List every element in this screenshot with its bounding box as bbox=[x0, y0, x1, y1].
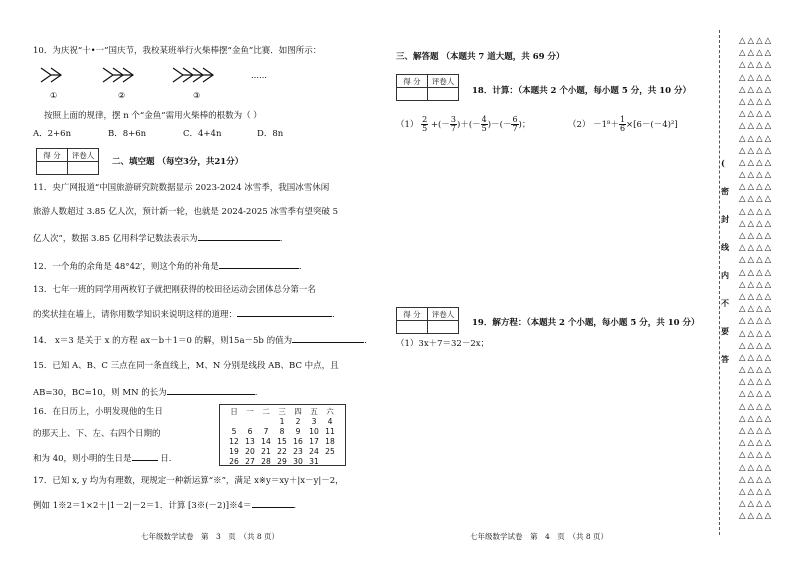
section3-title: 三、解答题 （本题共 7 道大题，共 69 分） bbox=[396, 52, 565, 62]
score-label: 得 分 bbox=[397, 308, 428, 321]
triangle-row: △△△△ bbox=[739, 133, 774, 144]
triangle-row: △△△△ bbox=[739, 413, 774, 424]
cal-cell: 2 bbox=[295, 417, 301, 426]
triangle-row: △△△△ bbox=[739, 401, 774, 412]
cal-cell: 28 bbox=[261, 457, 271, 466]
triangle-row: △△△△ bbox=[739, 255, 774, 266]
q16-line3 bbox=[33, 451, 171, 465]
q16-line2: 的那天上、下、左、右四个日期的 bbox=[33, 429, 161, 439]
cal-cell: 22 bbox=[277, 447, 287, 456]
q19-part1: （1）3x＋7＝32－2x； bbox=[396, 339, 490, 349]
q13-line1: 13．七年一班的同学用两枚钉子就把刚获得的校田径运动会团体总分第一名 bbox=[33, 285, 316, 295]
q10-option-a: A．2+6n bbox=[33, 129, 72, 139]
cal-cell bbox=[226, 417, 242, 427]
triangle-row: △△△△ bbox=[739, 182, 774, 193]
q10-stem: 10．为庆祝“十•一”国庆节，我校某班举行火柴棒摆“金鱼”比赛．如图所示： bbox=[33, 46, 322, 56]
score-label: 得 分 bbox=[37, 149, 68, 162]
cal-cell: 24 bbox=[309, 447, 319, 456]
grader-cell[interactable] bbox=[428, 88, 459, 101]
q11-answer-blank[interactable] bbox=[198, 231, 280, 241]
cal-cell: 23 bbox=[293, 447, 303, 456]
triangle-row: △△△△ bbox=[739, 72, 774, 83]
cal-cell: 10 bbox=[309, 427, 319, 436]
q11-line1: 11．央广网报道“中国旅游研究院数据显示 2023-2024 冰雪季，我国冰雪休闲 bbox=[33, 183, 330, 193]
q15-line1: 15．已知 A、B、C 三点在同一条直线上，M、N 分别是线段 AB、BC 中点，且 bbox=[33, 361, 339, 371]
calendar bbox=[219, 404, 346, 466]
triangle-row: △△△△ bbox=[739, 450, 774, 461]
triangle-row: △△△△ bbox=[739, 194, 774, 205]
figure-dots: …… bbox=[251, 71, 267, 80]
grader-label: 评卷人 bbox=[68, 149, 99, 162]
triangle-row: △△△△ bbox=[739, 279, 774, 290]
q17-line2: 例如 1※2＝1×2＋|1－2|－2＝1．计算 [3※(－2)]※4＝ . bbox=[33, 498, 296, 512]
q19-title: 19．解方程：（本题共 2 个小题，每小题 5 分，共 10 分） bbox=[472, 318, 700, 328]
triangle-row: △△△△ bbox=[739, 267, 774, 278]
triangle-row: △△△△ bbox=[739, 377, 774, 388]
cal-cell: 1 bbox=[279, 417, 285, 426]
footer-left: 七年级数学试卷 第 3 页 （共 8 页） bbox=[141, 532, 280, 541]
triangle-row: △△△△ bbox=[739, 218, 774, 229]
score-box-q19 bbox=[396, 307, 459, 334]
triangle-row: △△△△ bbox=[739, 121, 774, 132]
triangle-row: △△△△ bbox=[739, 291, 774, 302]
grader-cell[interactable] bbox=[428, 321, 459, 334]
triangle-row: △△△△ bbox=[739, 60, 774, 71]
q18-p1-label: （1） bbox=[396, 120, 419, 130]
cal-cell: 14 bbox=[261, 437, 271, 446]
cal-cell bbox=[242, 417, 258, 427]
triangle-row: △△△△ bbox=[739, 157, 774, 168]
triangle-row: △△△△ bbox=[739, 340, 774, 351]
cal-cell bbox=[258, 417, 274, 427]
q16-answer-blank[interactable] bbox=[132, 451, 158, 461]
seal-char: 封 bbox=[721, 214, 729, 224]
q12-answer-blank[interactable] bbox=[219, 259, 299, 269]
cal-cell: 26 bbox=[229, 457, 239, 466]
cal-cell: 31 bbox=[309, 457, 319, 466]
cal-cell: 27 bbox=[245, 457, 255, 466]
cal-cell: 3 bbox=[311, 417, 317, 426]
figure-label-1: ① bbox=[50, 91, 58, 100]
cal-cell bbox=[322, 457, 338, 467]
triangle-row: △△△△ bbox=[739, 474, 774, 485]
q11-line3: 亿人次”，数据 3.85 亿用科学记数法表示为 . bbox=[33, 231, 282, 245]
triangle-row: △△△△ bbox=[739, 499, 774, 510]
cal-cell: 25 bbox=[325, 447, 335, 456]
score-box-q18 bbox=[396, 74, 459, 101]
cal-header: 三 bbox=[278, 407, 286, 416]
figure-label-3: ③ bbox=[193, 91, 201, 100]
seal-char: ( bbox=[721, 158, 725, 168]
q15-line2: AB=30，BC=10，则 MN 的长为 . bbox=[33, 385, 257, 399]
cal-cell: 19 bbox=[229, 447, 239, 456]
q15-answer-blank[interactable] bbox=[167, 385, 255, 395]
triangle-row: △△△△ bbox=[739, 462, 774, 473]
fraction: $\frac{4}{5}$ bbox=[481, 115, 487, 133]
q12-text: 12．一个角的余角是 48°42′，则这个角的补角是 bbox=[33, 262, 219, 272]
q10-question: 按照上面的规律，摆 n 个“金鱼”需用火柴棒的根数为（ ） bbox=[44, 111, 262, 121]
q13-text: 的奖状挂在墙上，请你用数学知识来说明这样的道理： bbox=[33, 310, 238, 320]
q10-option-b: B．8+6n bbox=[108, 129, 147, 139]
cal-cell: 5 bbox=[231, 427, 237, 436]
triangle-row: △△△△ bbox=[739, 304, 774, 315]
q13-line2: 的奖状挂在墙上，请你用数学知识来说明这样的道理： . bbox=[33, 307, 335, 321]
triangle-row: △△△△ bbox=[739, 243, 774, 254]
cal-header: 一 bbox=[246, 407, 254, 416]
fraction: $\frac{3}{7}$ bbox=[450, 115, 456, 133]
cal-cell: 12 bbox=[229, 437, 239, 446]
seal-char: 密 bbox=[721, 186, 729, 196]
seal-dashed-line bbox=[719, 30, 720, 535]
cal-cell: 6 bbox=[247, 427, 253, 436]
triangle-row: △△△△ bbox=[739, 316, 774, 327]
q12: 12．一个角的余角是 48°42′，则这个角的补角是 . bbox=[33, 259, 302, 273]
seal-char: 内 bbox=[721, 270, 729, 280]
triangle-row: △△△△ bbox=[739, 486, 774, 497]
cal-header: 六 bbox=[326, 407, 334, 416]
q18-title: 18．计算：（本题共 2 个小题，每小题 5 分，共 10 分） bbox=[472, 86, 691, 96]
q15-text: AB=30，BC=10，则 MN 的长为 bbox=[33, 388, 167, 398]
cal-cell: 8 bbox=[279, 427, 285, 436]
q11-line2: 旅游人数超过 3.85 亿人次，预计新一轮，也就是 2024-2025 冰雪季有望突破 5 bbox=[33, 207, 338, 217]
triangle-row: △△△△ bbox=[739, 145, 774, 156]
triangle-row: △△△△ bbox=[739, 365, 774, 376]
q11-text: 亿人次”，数据 3.85 亿用科学记数法表示为 bbox=[33, 234, 198, 244]
fraction: $\frac{6}{7}$ bbox=[512, 115, 518, 133]
cal-cell: 17 bbox=[309, 437, 319, 446]
score-cell[interactable] bbox=[397, 88, 428, 101]
cal-cell: 7 bbox=[263, 427, 269, 436]
fraction: $\frac{2}{5}$ bbox=[422, 115, 428, 133]
q18-part1: （1） $\frac{2}{5}$ +(－ $\frac{3}{7}$ )＋(－ $\frac{4}{5}$ )－(－ $\frac{6}{7}$ )； bbox=[396, 115, 531, 133]
cal-cell: 15 bbox=[277, 437, 287, 446]
cal-cell: 4 bbox=[327, 417, 333, 426]
seal-char: 要 bbox=[721, 326, 729, 336]
figure-label-2: ② bbox=[118, 91, 126, 100]
seal-char: 线 bbox=[721, 242, 729, 252]
triangle-row: △△△△ bbox=[739, 438, 774, 449]
cal-cell: 30 bbox=[293, 457, 303, 466]
q14: 14． x＝3 是关于 x 的方程 ax－b＋1＝0 的解，则15a－5b 的值为 . bbox=[33, 333, 367, 347]
q16-end: 日. bbox=[160, 454, 172, 464]
cal-cell: 20 bbox=[245, 447, 255, 456]
score-label: 得 分 bbox=[397, 75, 428, 88]
triangle-border bbox=[739, 36, 794, 524]
q17-answer-blank[interactable] bbox=[252, 498, 294, 508]
score-box-section2 bbox=[36, 148, 99, 175]
q18-p2-label: （2） bbox=[568, 120, 591, 130]
triangle-row: △△△△ bbox=[739, 426, 774, 436]
triangle-row: △△△△ bbox=[739, 352, 774, 363]
seal-char: 答 bbox=[721, 354, 729, 364]
q13-answer-blank[interactable] bbox=[237, 307, 332, 317]
q16-line1: 16．在日历上，小明发现他的生日 bbox=[33, 407, 163, 417]
fraction: $\frac{1}{6}$ bbox=[619, 115, 626, 133]
q10-option-c: C．4+4n bbox=[183, 129, 222, 139]
grader-cell[interactable] bbox=[68, 162, 99, 175]
section2-title: 二、填空题 （每空3分，共21分） bbox=[112, 157, 244, 167]
triangle-row: △△△△ bbox=[739, 389, 774, 400]
triangle-row: △△△△ bbox=[739, 48, 774, 59]
q14-answer-blank[interactable] bbox=[292, 333, 364, 343]
triangle-row: △△△△ bbox=[739, 170, 774, 181]
grader-label: 评卷人 bbox=[428, 308, 459, 321]
triangle-row: △△△△ bbox=[739, 328, 774, 339]
cal-cell: 18 bbox=[325, 437, 335, 446]
q17-text: 例如 1※2＝1×2＋|1－2|－2＝1．计算 [3※(－2)]※4＝ bbox=[33, 501, 252, 511]
triangle-row: △△△△ bbox=[739, 206, 774, 217]
grader-label: 评卷人 bbox=[428, 75, 459, 88]
triangle-row: △△△△ bbox=[739, 96, 774, 107]
cal-header: 二 bbox=[262, 407, 270, 416]
triangle-row: △△△△ bbox=[739, 231, 774, 241]
score-cell[interactable] bbox=[37, 162, 68, 175]
score-cell[interactable] bbox=[397, 321, 428, 334]
cal-cell: 29 bbox=[277, 457, 287, 466]
triangle-row: △△△△ bbox=[739, 36, 774, 46]
seal-char: 不 bbox=[721, 298, 729, 308]
triangle-row: △△△△ bbox=[739, 511, 774, 522]
q10-option-d: D．8n bbox=[257, 129, 284, 139]
cal-header: 五 bbox=[310, 407, 318, 416]
cal-cell: 11 bbox=[325, 427, 335, 436]
cal-cell: 16 bbox=[293, 437, 303, 446]
q14-text: 14． x＝3 是关于 x 的方程 ax－b＋1＝0 的解，则15a－5b 的值为 bbox=[33, 336, 293, 346]
footer-right: 七年级数学试卷 第 4 页 （共 8 页） bbox=[470, 532, 609, 541]
matchstick-figures bbox=[38, 62, 283, 102]
cal-cell: 13 bbox=[245, 437, 255, 446]
cal-header: 四 bbox=[294, 407, 302, 416]
q17-line1: 17．已知 x, y 均为有理数，现规定一种新运算“※”，满足 x※y＝xy＋|x－y|－2， bbox=[33, 476, 344, 486]
triangle-row: △△△△ bbox=[739, 109, 774, 120]
cal-cell: 9 bbox=[295, 427, 301, 436]
cal-header: 日 bbox=[230, 407, 238, 416]
triangle-row: △△△△ bbox=[739, 84, 774, 95]
q18-part2: （2） －1⁸＋ $\frac{1}{6}$ ×[6－(－4)²] bbox=[568, 115, 678, 133]
q16-text: 和为 40，则小明的生日是 bbox=[33, 454, 132, 464]
cal-cell: 21 bbox=[261, 447, 271, 456]
